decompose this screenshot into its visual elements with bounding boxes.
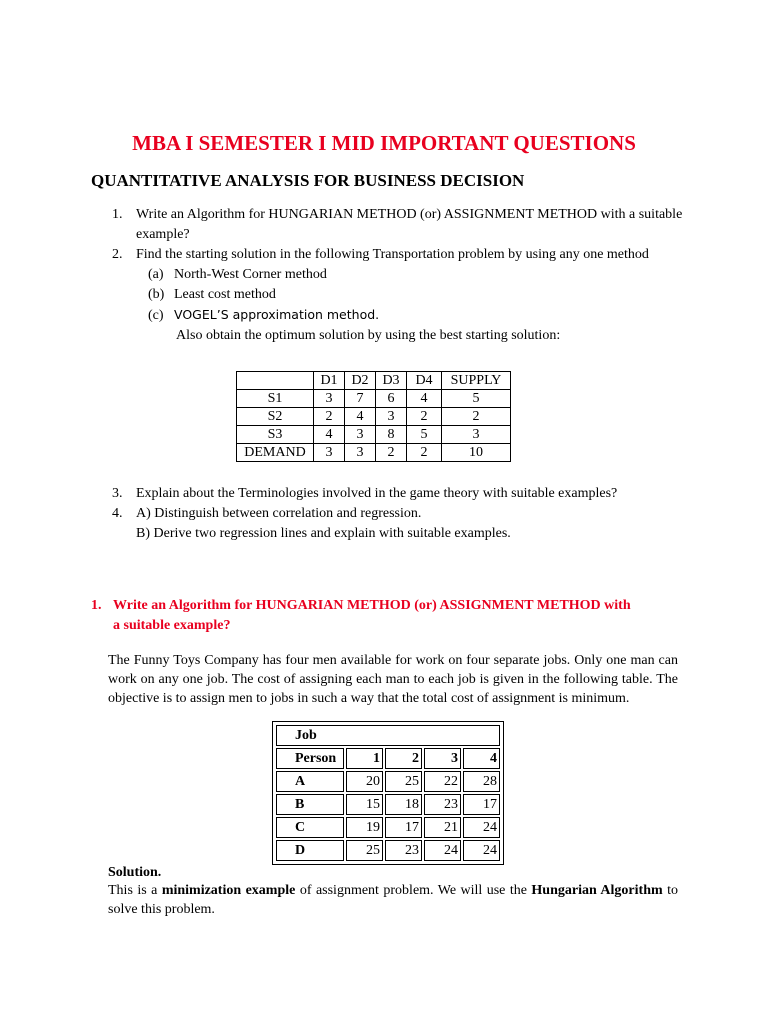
table-cell: 3 (345, 426, 376, 444)
question-number: 1. (112, 207, 123, 222)
table-cell: 5 (407, 426, 442, 444)
method-option-a (148, 265, 688, 285)
table-row (276, 725, 500, 746)
also-instruction: Also obtain the optimum solution by using the best starting solution: (176, 328, 561, 343)
problem-paragraph: The Funny Toys Company has four men available for work on four separate jobs. Only one man can work on any one job. The cost of assigning each man to each job is given in the following table. The objective is to assign men to jobs in such a way that the total cost of assignment is minimum. (108, 653, 678, 706)
table-cell: 4 (345, 408, 376, 426)
table-cell: 24 (463, 840, 500, 861)
table-cell: 19 (346, 817, 383, 838)
table-cell: A (276, 771, 344, 792)
table-row (276, 817, 500, 838)
table-cell: 4 (314, 426, 345, 444)
table-cell: 4 (407, 390, 442, 408)
option-label: (b) (148, 287, 165, 302)
page-title: MBA I SEMESTER I MID IMPORTANT QUESTIONS (132, 131, 636, 155)
question-text: A) Distinguish between correlation and regression. (136, 506, 422, 521)
table-cell: 6 (376, 390, 407, 408)
transportation-table (236, 371, 511, 462)
table-cell: 2 (376, 444, 407, 462)
question-number: 3. (112, 486, 123, 501)
assignment-table (274, 723, 502, 863)
table-cell: 3 (314, 444, 345, 462)
table-cell: 3 (345, 444, 376, 462)
question-1 (108, 205, 688, 245)
question-list (108, 205, 688, 346)
question-3 (108, 484, 688, 504)
option-label: (a) (148, 267, 164, 282)
table-cell (237, 372, 314, 390)
table-cell: 18 (385, 794, 422, 815)
question-4b: B) Derive two regression lines and explain with suitable examples. (136, 526, 511, 541)
table-cell: 7 (345, 390, 376, 408)
table-cell: 4 (463, 748, 500, 769)
table-cell: 2 (385, 748, 422, 769)
table-row (237, 426, 511, 444)
section-heading-line1: Write an Algorithm for HUNGARIAN METHOD (or) ASSIGNMENT METHOD with (113, 598, 631, 613)
question-text: Explain about the Terminologies involved in the game theory with suitable examples? (136, 486, 618, 501)
table-cell: B (276, 794, 344, 815)
section-heading (91, 596, 691, 636)
question-text: Find the starting solution in the following Transportation problem by using any one method (136, 247, 649, 262)
table-cell: C (276, 817, 344, 838)
solution-bold-term: minimization example (161, 883, 296, 898)
table-cell: 3 (424, 748, 461, 769)
method-option-c (148, 305, 688, 326)
method-option-b (148, 285, 688, 305)
question-text: Write an Algorithm for HUNGARIAN METHOD (or) ASSIGNMENT METHOD with a suitable example? (136, 207, 683, 242)
section-number: 1. (91, 598, 102, 613)
question-number: 2. (112, 247, 123, 262)
table-cell: 17 (385, 817, 422, 838)
table-cell: 2 (407, 408, 442, 426)
table-cell: 5 (442, 390, 511, 408)
table-row (237, 444, 511, 462)
solution-text-part: of assignment problem. We will use the (295, 883, 532, 898)
solution-label: Solution. (108, 865, 162, 880)
table-cell: S1 (237, 390, 314, 408)
table-cell: D1 (314, 372, 345, 390)
table-cell: S2 (237, 408, 314, 426)
table-cell: 23 (424, 794, 461, 815)
table-cell: 10 (442, 444, 511, 462)
table-cell: 2 (314, 408, 345, 426)
option-label: (c) (148, 308, 164, 323)
solution-text-part: to solve this problem. (108, 883, 678, 917)
subject-title: QUANTITATIVE ANALYSIS FOR BUSINESS DECISION (91, 171, 525, 190)
table-row (276, 840, 500, 861)
table-cell: 2 (442, 408, 511, 426)
table-cell: 23 (385, 840, 422, 861)
table-cell: 24 (424, 840, 461, 861)
question-2 (108, 245, 688, 265)
solution-bold-term: Hungarian Algorithm (531, 883, 663, 898)
question-4 (108, 504, 688, 524)
table-cell: 17 (463, 794, 500, 815)
table-cell: 25 (385, 771, 422, 792)
table-row (276, 771, 500, 792)
question-list-continued (108, 484, 688, 544)
question-number: 4. (112, 506, 123, 521)
table-cell: 21 (424, 817, 461, 838)
table-cell: 15 (346, 794, 383, 815)
option-text: North-West Corner method (174, 267, 327, 282)
assignment-table-frame (272, 721, 504, 865)
person-header-cell: Person (276, 748, 344, 769)
table-cell: 24 (463, 817, 500, 838)
solution-text-part: This is a (108, 883, 162, 898)
option-text: VOGEL’S approximation method. (174, 307, 380, 322)
table-cell: 22 (424, 771, 461, 792)
table-cell: 20 (346, 771, 383, 792)
table-cell: 3 (376, 408, 407, 426)
option-text: Least cost method (174, 287, 276, 302)
table-cell: D4 (407, 372, 442, 390)
table-cell: D (276, 840, 344, 861)
table-cell: 3 (442, 426, 511, 444)
table-cell: S3 (237, 426, 314, 444)
table-cell: 2 (407, 444, 442, 462)
table-cell: 3 (314, 390, 345, 408)
table-header-row (237, 372, 511, 390)
table-cell: SUPPLY (442, 372, 511, 390)
job-header-cell: Job (276, 725, 500, 746)
solution-text (108, 881, 678, 919)
table-cell: 28 (463, 771, 500, 792)
table-row (237, 408, 511, 426)
table-cell: 8 (376, 426, 407, 444)
table-cell: D3 (376, 372, 407, 390)
table-header-row (276, 748, 500, 769)
table-row (237, 390, 511, 408)
table-cell: DEMAND (237, 444, 314, 462)
table-cell: 1 (346, 748, 383, 769)
table-row (276, 794, 500, 815)
table-cell: D2 (345, 372, 376, 390)
section-heading-line2: a suitable example? (113, 618, 231, 633)
table-cell: 25 (346, 840, 383, 861)
